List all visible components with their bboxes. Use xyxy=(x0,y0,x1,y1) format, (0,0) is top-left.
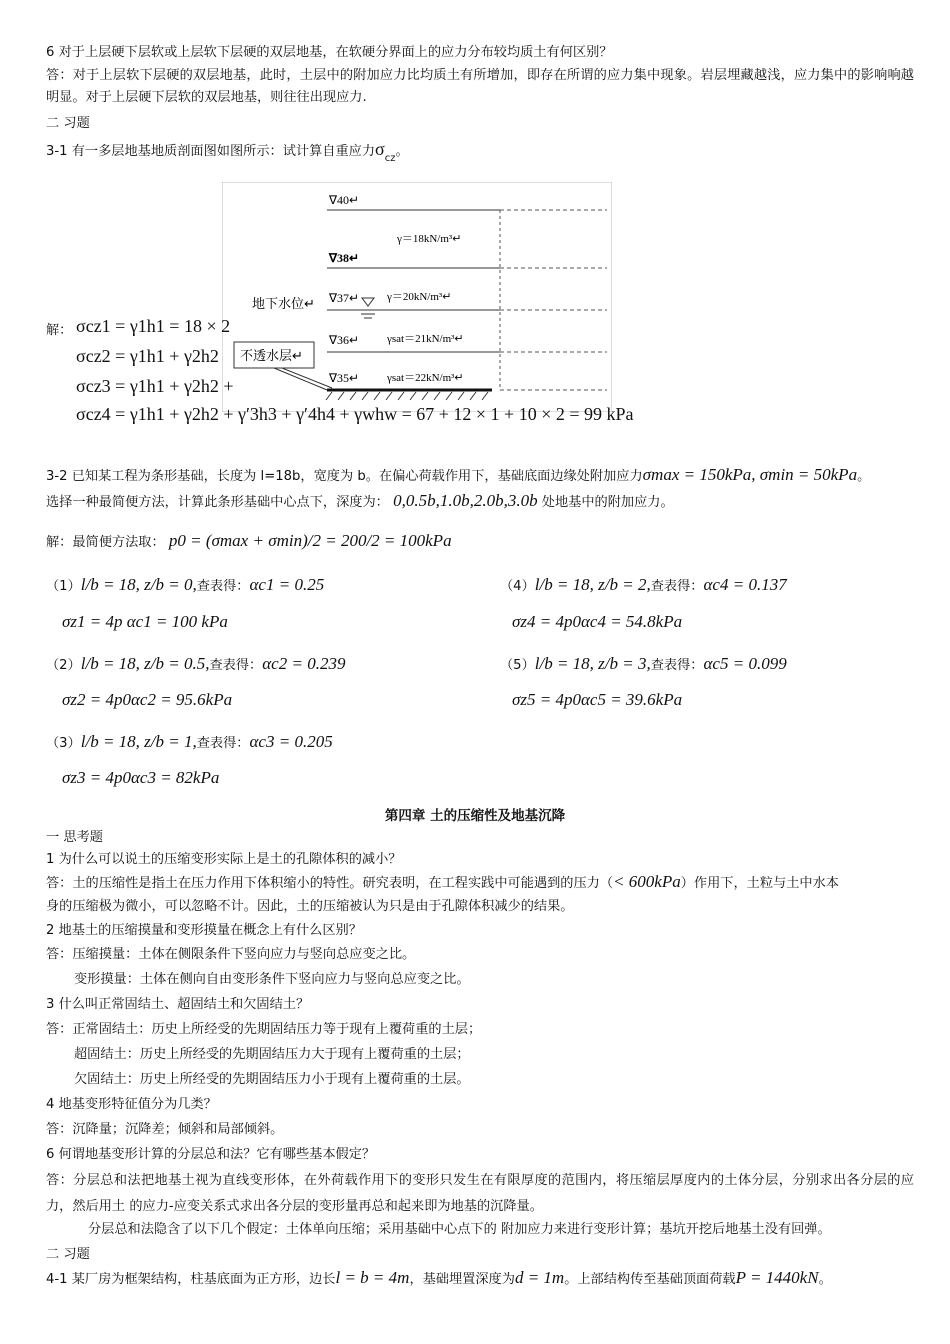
case-condition: l/b = 18, z/b = 3, xyxy=(534,654,651,673)
problem-4-1-text-2: ，基础埋置深度为 xyxy=(409,1272,515,1287)
case-lookup: 查表得： xyxy=(650,658,704,673)
case-label: （4） xyxy=(500,579,535,594)
layer-3-unit-weight: γsat＝21kN/m³↵ xyxy=(387,333,464,345)
question-6: 6 对于上层硬下层软或上层软下层硬的双层地基，在软硬分界面上的应力分布较均质土有何区别？ xyxy=(46,45,613,60)
ch4-q1: 1 为什么可以说土的压缩变形实际上是土的孔隙体积的减小？ xyxy=(46,852,402,867)
case-4-result: σz4 = 4p0αc4 = 54.8kPa xyxy=(512,612,683,631)
case-condition: l/b = 18, z/b = 1, xyxy=(80,732,197,751)
problem-3-2-end: 。 xyxy=(857,469,871,484)
ch4-q4: 4 地基变形特征值分为几类？ xyxy=(46,1097,217,1112)
ch4-a3-1: 答：正常固结土：历史上所经受的先期固结压力等于现有上覆荷重的土层； xyxy=(46,1022,482,1037)
problem-3-2-line-2 xyxy=(46,492,674,512)
case-5-result: σz5 = 4p0αc5 = 39.6kPa xyxy=(512,690,683,709)
level-35: ∇35↵ xyxy=(329,371,360,385)
problem-3-2-depth-text: 选择一种最简便方法，计算此条形基础中心点下，深度为： xyxy=(46,495,389,510)
case-condition: l/b = 18, z/b = 2, xyxy=(534,575,651,594)
problem-3-2-depth-end: 处地基中的附加应力。 xyxy=(541,495,674,510)
problem-3-2-depths: 0,0.5b,1.0b,2.0b,3.0b xyxy=(393,491,538,510)
case-lookup: 查表得： xyxy=(196,736,250,751)
level-37: ∇37↵ xyxy=(329,291,360,305)
layer-4-unit-weight: γsat＝22kN/m³↵ xyxy=(387,372,464,384)
case-alpha: αc1 = 0.25 xyxy=(249,575,325,594)
problem-4-1-text: 4-1 某厂房为框架结构，柱基底面为正方形，边长 xyxy=(46,1272,336,1287)
ch4-a3-3: 欠固结土：历史上所经受的先期固结压力小于现有上覆荷重的土层。 xyxy=(74,1072,470,1087)
solution-3-2-text: 解：最简便方法取： xyxy=(46,535,165,550)
case-4 xyxy=(500,576,787,596)
sol31-line-4: σcz4 = γ1h1 + γ2h2 + γ′3h3 + γ′4h4 + γwhw = 67 + 12 × 1 + 10 × 2 = 99 kPa xyxy=(76,404,634,424)
case-lookup: 查表得： xyxy=(209,658,263,673)
case-3 xyxy=(46,733,333,753)
ch4-a6-2: 分层总和法隐含了以下几个假定：土体单向压缩；采用基础中心点下的 附加应力来进行变形计算；基坑开挖后地基土没有回弹。 xyxy=(88,1222,831,1237)
ch4-a1-text-2: ）作用下，土粒与土中水本 xyxy=(680,876,839,891)
case-1-result: σz1 = 4p αc1 = 100 kPa xyxy=(62,612,228,631)
level-40: ∇40↵ xyxy=(329,193,360,207)
problem-3-1 xyxy=(46,140,409,162)
case-alpha: αc3 = 0.205 xyxy=(249,732,333,751)
case-condition: l/b = 18, z/b = 0.5, xyxy=(80,654,210,673)
case-5 xyxy=(500,655,787,675)
case-label: （1） xyxy=(46,579,81,594)
ch4-a4: 答：沉降量；沉降差；倾斜和局部倾斜。 xyxy=(46,1122,284,1137)
case-lookup: 查表得： xyxy=(196,579,250,594)
problem-4-1 xyxy=(46,1269,832,1289)
case-3-result: σz3 = 4p0αc3 = 82kPa xyxy=(62,768,220,787)
ch4-a2-2: 变形摸量：土体在侧向自由变形条件下竖向应力与竖向总应变之比。 xyxy=(74,972,470,987)
problem-3-2-line-1 xyxy=(46,466,870,486)
case-label: （5） xyxy=(500,658,535,673)
layer-2-unit-weight: γ＝20kN/m³↵ xyxy=(387,291,452,303)
soil-profile-figure xyxy=(222,182,612,412)
problem-3-1-end: 。 xyxy=(395,144,409,159)
chapter-4-title: 第四章 土的压缩性及地基沉降 xyxy=(384,808,566,824)
sol31-line-3: σcz3 = γ1h1 + γ2h2 + xyxy=(76,376,234,396)
impervious-layer-label: 不透水层↵ xyxy=(240,349,303,364)
solution-3-1-prefix: 解： xyxy=(46,323,73,338)
level-38: ∇38↵ xyxy=(329,251,360,265)
case-2 xyxy=(46,655,345,675)
problem-4-1-depth: d = 1m xyxy=(514,1268,565,1287)
ch4-a1-text: 答：土的压缩性是指土在压力作用下体积缩小的特性。研究表明，在工程实践中可能遇到的压力（ xyxy=(46,876,614,891)
case-alpha: αc4 = 0.137 xyxy=(703,575,787,594)
ch4-q6: 6 何谓地基变形计算的分层总和法？它有哪些基本假定？ xyxy=(46,1147,376,1162)
water-table-label: 地下水位↵ xyxy=(252,297,315,312)
case-alpha: αc2 = 0.239 xyxy=(262,654,346,673)
ch4-a2-1: 答：压缩摸量：土体在侧限条件下竖向应力与竖向总应变之比。 xyxy=(46,947,416,962)
ch4-a1-line1 xyxy=(46,873,839,893)
problem-3-2-stress: σmax = 150kPa, σmin = 50kPa xyxy=(642,465,858,484)
problem-3-2-text: 3-2 已知某工程为条形基础，长度为 l=18b，宽度为 b。在偏心荷载作用下，基础底面边缘处附加应力 xyxy=(46,469,643,484)
level-36: ∇36↵ xyxy=(329,333,360,347)
ch4-a1-pressure: < 600kPa xyxy=(613,872,681,891)
think-title: 一 思考题 xyxy=(46,830,103,845)
ch4-q3: 3 什么叫正常固结土、超固结土和欠固结土？ xyxy=(46,997,310,1012)
case-condition: l/b = 18, z/b = 0, xyxy=(80,575,197,594)
problem-4-1-side: l = b = 4m xyxy=(335,1268,410,1287)
case-alpha: αc5 = 0.099 xyxy=(703,654,787,673)
case-label: （3） xyxy=(46,736,81,751)
case-label: （2） xyxy=(46,658,81,673)
solution-3-2-p0: p0 = (σmax + σmin)/2 = 200/2 = 100kPa xyxy=(168,531,452,550)
ch4-a3-2: 超固结土：历史上所经受的先期固结压力大于现有上覆荷重的土层； xyxy=(74,1047,470,1062)
ch4-q2: 2 地基土的压缩摸量和变形摸量在概念上有什么区别？ xyxy=(46,923,362,938)
solution-3-2 xyxy=(46,532,452,552)
sol31-line-1: σcz1 = γ1h1 = 18 × 2 xyxy=(76,316,231,336)
problem-4-1-text-3: 。上部结构传至基础顶面荷载 xyxy=(564,1272,736,1287)
problem-3-1-text: 3-1 有一多层地基地质剖面图如图所示：试计算自重应力 xyxy=(46,144,376,159)
sigma-symbol: σ xyxy=(375,139,385,159)
case-lookup: 查表得： xyxy=(650,579,704,594)
exercises-title: 二 习题 xyxy=(46,116,90,131)
case-1 xyxy=(46,576,324,596)
ch4-exercises-title: 二 习题 xyxy=(46,1247,90,1262)
ch4-a6-1: 答：分层总和法把地基土视为直线变形体，在外荷载作用下的变形只发生在有限厚度的范围内，将压缩层厚度内的土体分层，分别求出各分层的应力，然后用土 的应力-应变关系式求出各分层的变形量再总和起来即为地基的沉降量。 xyxy=(46,1173,914,1214)
problem-4-1-load: P = 1440kN xyxy=(735,1268,819,1287)
sol31-line-2: σcz2 = γ1h1 + γ2h2 xyxy=(76,346,219,366)
ch4-a1-line2: 身的压缩极为微小，可以忽略不计。因此，土的压缩被认为只是由于孔隙体积减少的结果。 xyxy=(46,899,574,914)
layer-1-unit-weight: γ＝18kN/m³↵ xyxy=(397,233,462,245)
sigma-sub: cz xyxy=(384,153,396,164)
answer-6: 答：对于上层软下层硬的双层地基，此时，土层中的附加应力比均质土有所增加，即存在所谓的应力集中现象。岩层埋藏越浅，应力集中的影响响越明显。对于上层硬下层软的双层地基，则往往出现应力. xyxy=(46,68,914,105)
case-2-result: σz2 = 4p0αc2 = 95.6kPa xyxy=(62,690,233,709)
problem-4-1-end: 。 xyxy=(818,1272,832,1287)
